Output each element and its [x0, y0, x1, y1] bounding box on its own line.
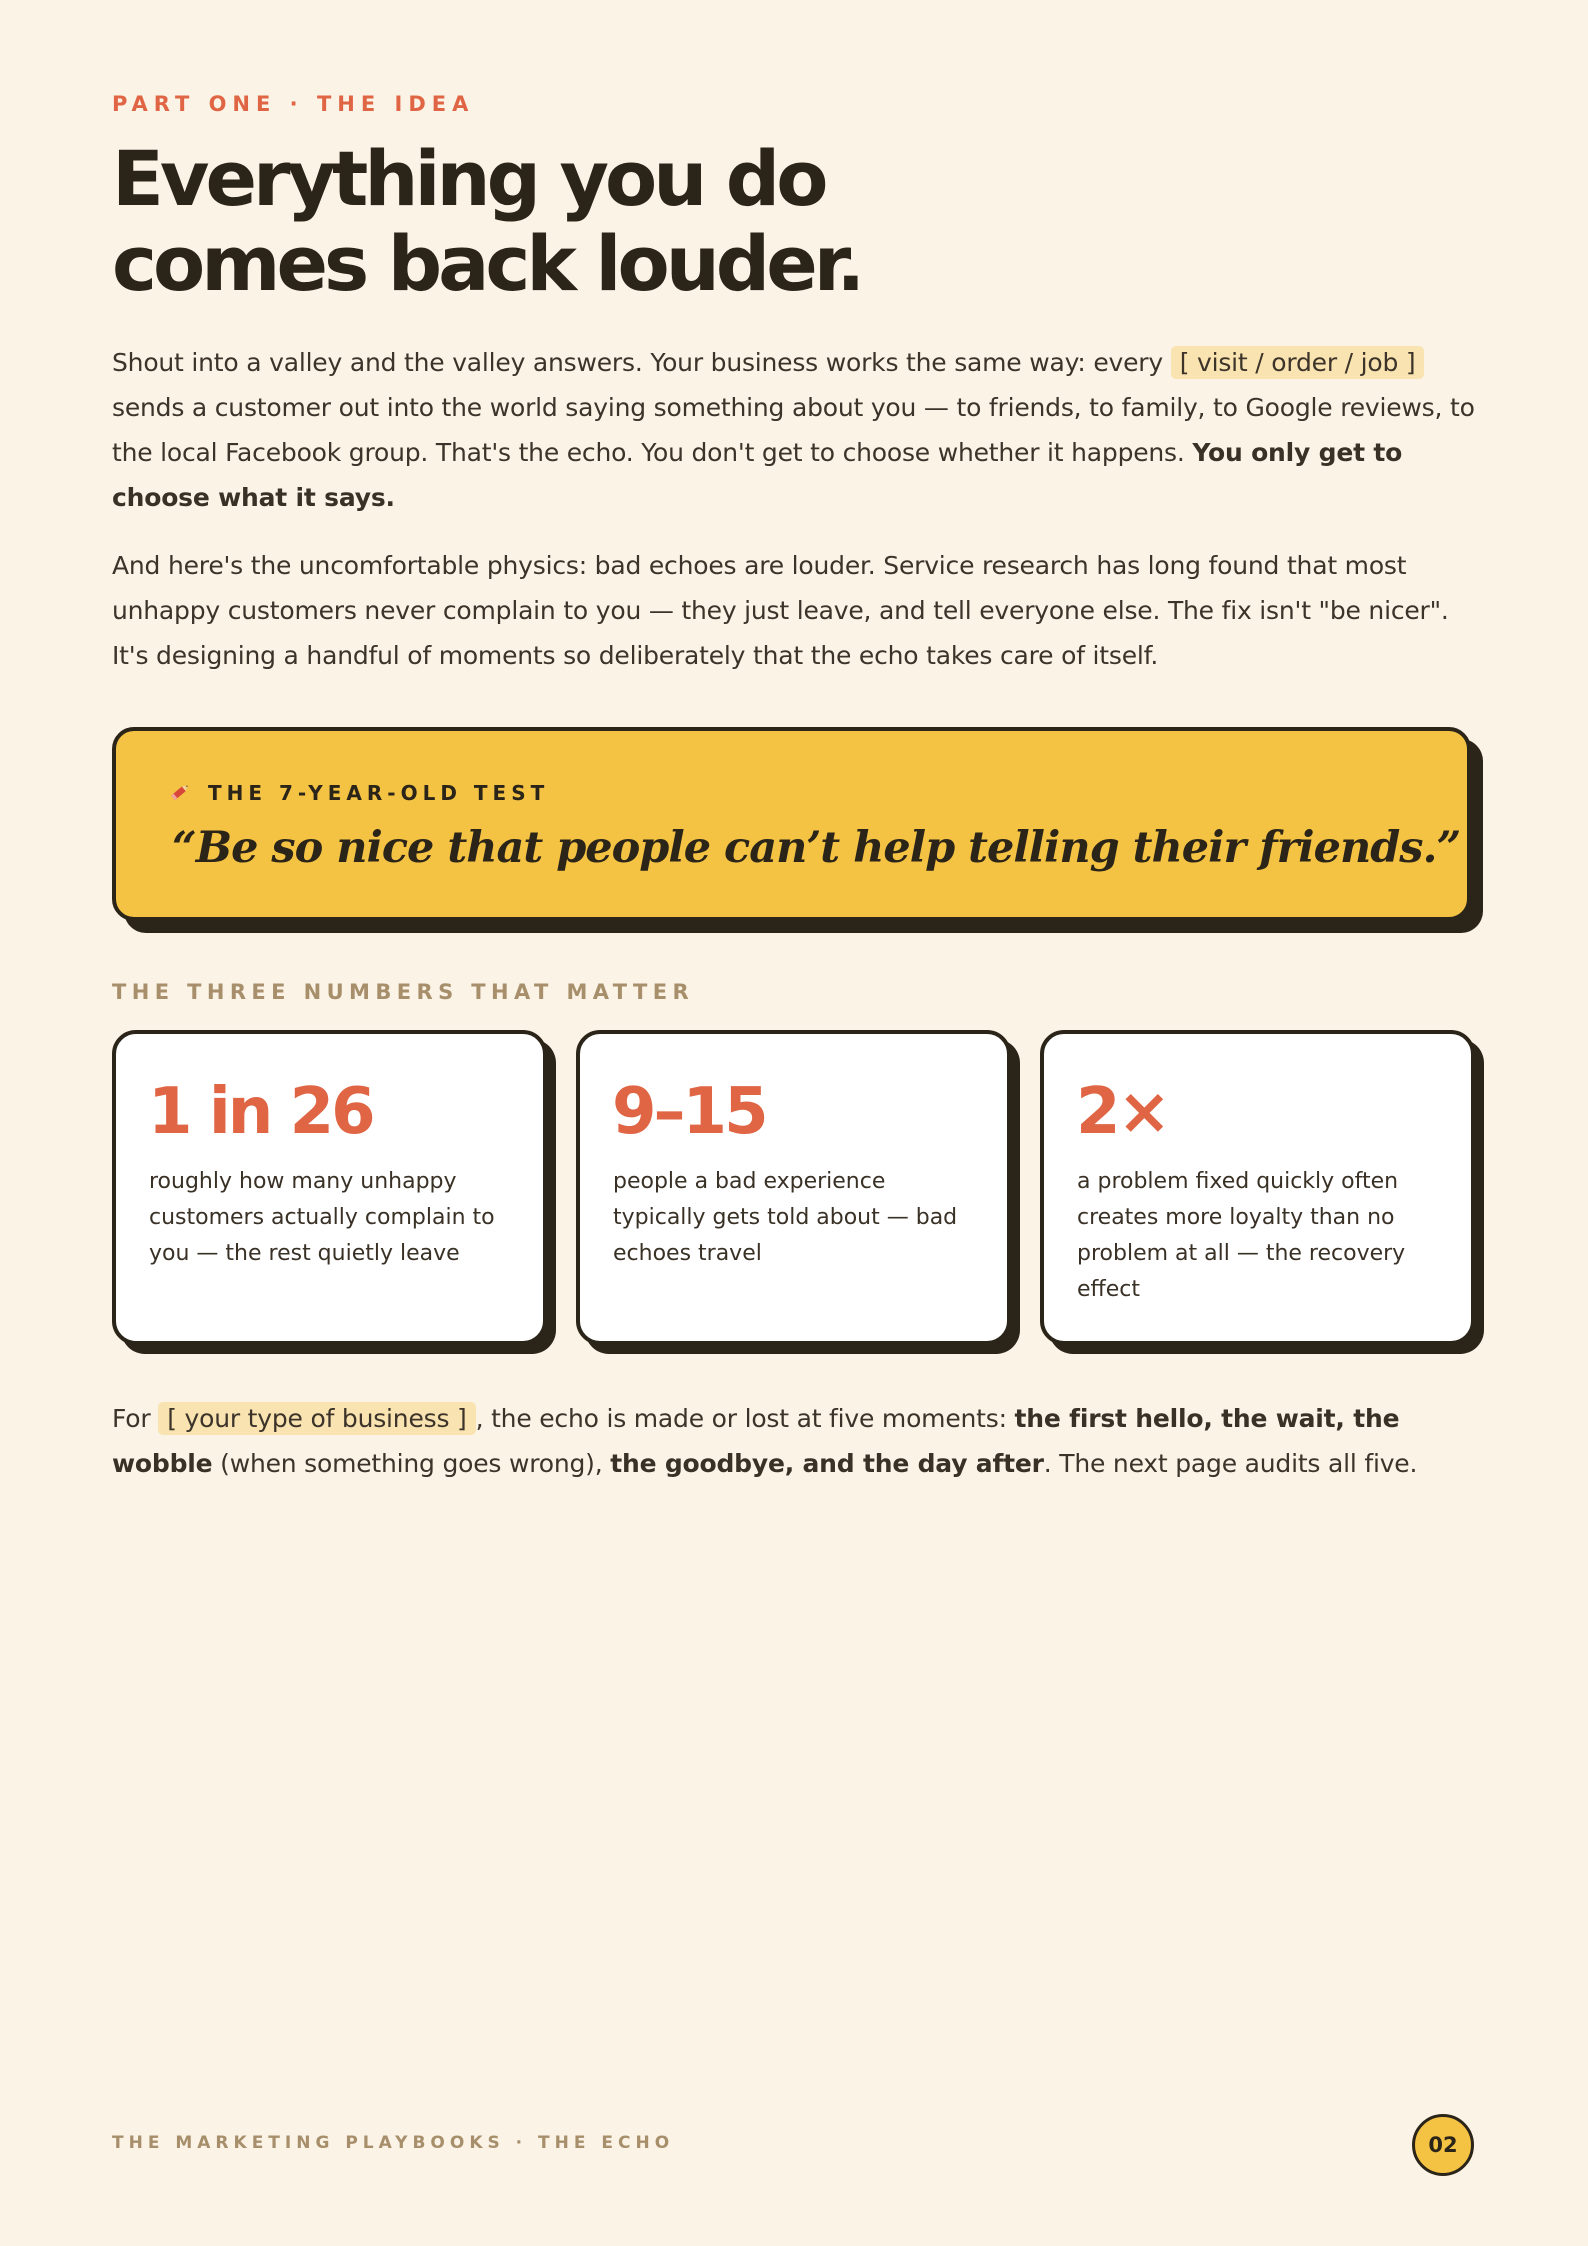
stat-card: [576, 1030, 1011, 1345]
section-kicker: PART ONE · THE IDEA: [112, 92, 475, 116]
footer-label: THE MARKETING PLAYBOOKS · THE ECHO: [112, 2133, 675, 2153]
intro-paragraph-1: [112, 340, 1475, 520]
stat-description: a problem fixed quickly often creates more loyalty than no problem at all — the recovery effect: [1077, 1169, 1406, 1302]
title-line-1: Everything you do: [112, 134, 825, 223]
closing-text-b: , the echo is made or lost at five moments:: [475, 1404, 1015, 1433]
stat-value: 2×: [1076, 1075, 1169, 1149]
callout-label-text: THE 7-YEAR-OLD TEST: [208, 781, 550, 805]
placeholder-chip-visit: [ visit / order / job ]: [1171, 346, 1425, 379]
callout-label: [168, 780, 549, 805]
page-number-badge: 02: [1412, 2114, 1474, 2176]
closing-text-d: . The next page audits all five.: [1043, 1449, 1418, 1478]
intro-text-a: Shout into a valley and the valley answers. Your business works the same way: every: [112, 348, 1171, 377]
stat-description: people a bad experience typically gets told about — bad echoes travel: [613, 1169, 958, 1266]
intro-paragraph-2: And here's the uncomfortable physics: bad echoes are louder. Service research has long found that most unhappy customers never complain to you — they just leave, and tell everyone else. The fix isn't "be nicer". It's designing a handful of moments so deliberately that the echo takes care of itself.: [112, 551, 1449, 670]
intro-text-b: sends a customer out into the world saying something about you — to friends, to family, to Google reviews, to the local Facebook group. That's the echo. You don't get to choose whether it happens.: [112, 393, 1475, 467]
placeholder-chip-business: [ your type of business ]: [158, 1402, 475, 1435]
closing-emphasis-1: the first hello, the wait, the wobble: [112, 1404, 1400, 1478]
callout-quote: “Be so nice that people can’t help telling their friends.”: [172, 823, 1461, 873]
stat-value: 9–15: [612, 1075, 766, 1149]
stat-description: roughly how many unhappy customers actually complain to you — the rest quietly leave: [149, 1169, 495, 1266]
closing-paragraph: [112, 1396, 1475, 1486]
title-line-2: comes back louder.: [112, 219, 862, 308]
callout-box: [112, 727, 1471, 921]
numbers-section-label: THE THREE NUMBERS THAT MATTER: [112, 980, 695, 1004]
closing-text-c: (when something goes wrong),: [212, 1449, 611, 1478]
closing-emphasis-2: the goodbye, and the day after: [610, 1449, 1044, 1478]
intro-emphasis: You only get to choose what it says.: [112, 438, 1403, 512]
stat-cards: [112, 1030, 1475, 1350]
page-title: [112, 136, 861, 306]
stat-card: [112, 1030, 547, 1345]
pencil-icon: [168, 780, 192, 804]
stat-value: 1 in 26: [148, 1075, 373, 1149]
stat-card: [1040, 1030, 1475, 1345]
closing-text-a: For: [112, 1404, 159, 1433]
